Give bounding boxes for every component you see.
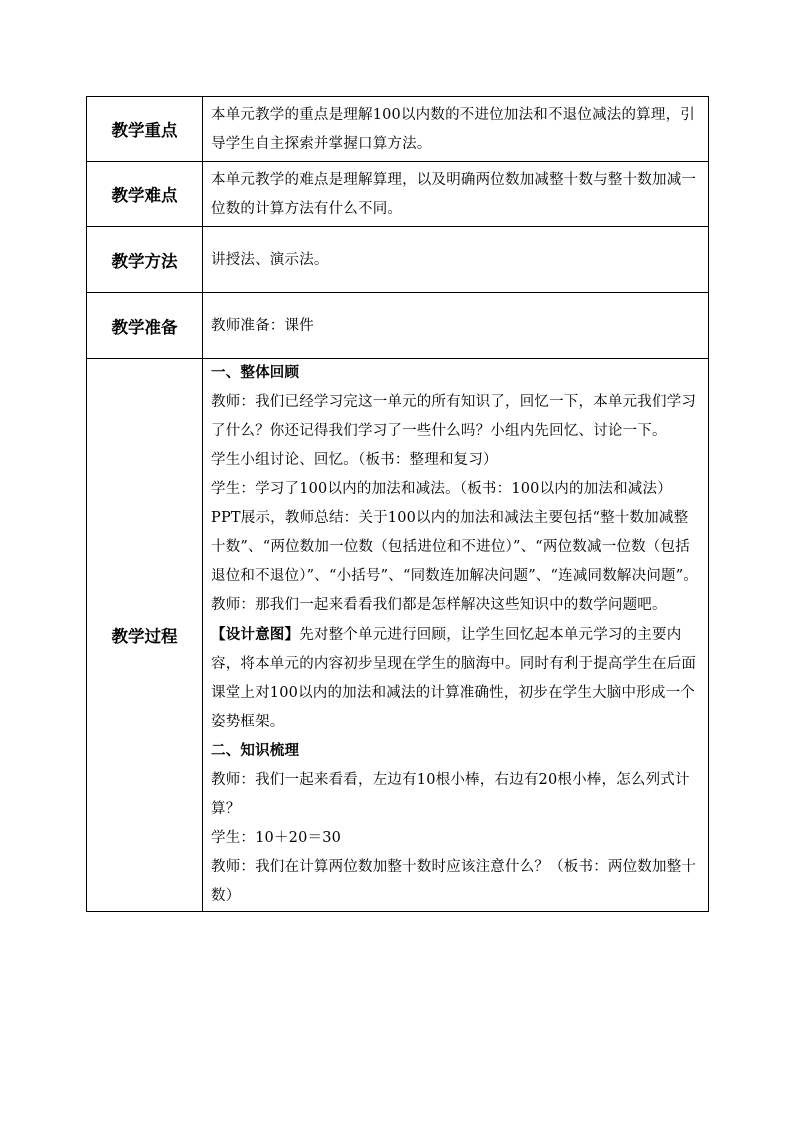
label-preparation: 教学准备 [87, 293, 203, 359]
label-key-points: 教学重点 [87, 97, 203, 162]
design-intent-text: 先对整个单元进行回顾，让学生回忆起本单元学习的主要内容，将本单元的内容初步呈现在学生的脑海中。同时有利于提高学生在后面课堂上对100以内的加法和减法的计算准确性，初步在学生大脑中形成一个姿势框架。 [211, 627, 697, 730]
lesson-plan-table [86, 96, 709, 912]
paragraph: 教师：我们一起来看看，左边有10根小棒，右边有20根小棒，怎么列式计算？ [211, 772, 690, 817]
paragraph: PPT展示，教师总结：关于100以内的加法和减法主要包括“整十数加减整十数”、“两位数加一位数（包括进位和不进位）”、“两位数减一位数（包括退位和不退位）”、“小括号”、“同数连加解决问题”、“连减同数解决问题”。 [211, 510, 699, 584]
content-key-points: 本单元教学的重点是理解100以内数的不进位加法和不退位减法的算理，引导学生自主探索并掌握口算方法。 [203, 97, 709, 162]
section-heading-knowledge: 二、知识梳理 [211, 743, 300, 759]
paragraph: 学生小组讨论、回忆。（板书：整理和复习） [211, 452, 498, 468]
design-intent-label: 【设计意图】 [211, 626, 300, 643]
label-process: 教学过程 [87, 359, 203, 912]
content-process [203, 359, 709, 912]
design-intent-paragraph [211, 620, 702, 737]
row-process [87, 359, 709, 912]
section-heading-review: 一、整体回顾 [211, 365, 300, 381]
content-methods: 讲授法、演示法。 [203, 227, 709, 293]
label-difficulties: 教学难点 [87, 162, 203, 227]
label-methods: 教学方法 [87, 227, 203, 293]
paragraph: 教师：那我们一起来看看我们都是怎样解决这些知识中的数学问题吧。 [211, 597, 667, 613]
row-preparation [87, 293, 709, 359]
paragraph: 教师：我们在计算两位数加整十数时应该注意什么？（板书：两位数加整十数） [211, 859, 697, 904]
content-preparation: 教师准备：课件 [203, 293, 709, 359]
paragraph: 学生：学习了100以内的加法和减法。（板书：100以内的加法和减法） [211, 481, 672, 497]
row-methods [87, 227, 709, 293]
content-difficulties: 本单元教学的难点是理解算理，以及明确两位数加减整十数与整十数加减一位数的计算方法有什么不同。 [203, 162, 709, 227]
paragraph: 教师：我们已经学习完这一单元的所有知识了，回忆一下，本单元我们学习了什么？你还记得我们学习了一些什么吗？小组内先回忆、讨论一下。 [211, 394, 697, 439]
row-difficulties [87, 162, 709, 227]
row-key-points [87, 97, 709, 162]
paragraph: 学生：10＋20＝30 [211, 830, 342, 846]
